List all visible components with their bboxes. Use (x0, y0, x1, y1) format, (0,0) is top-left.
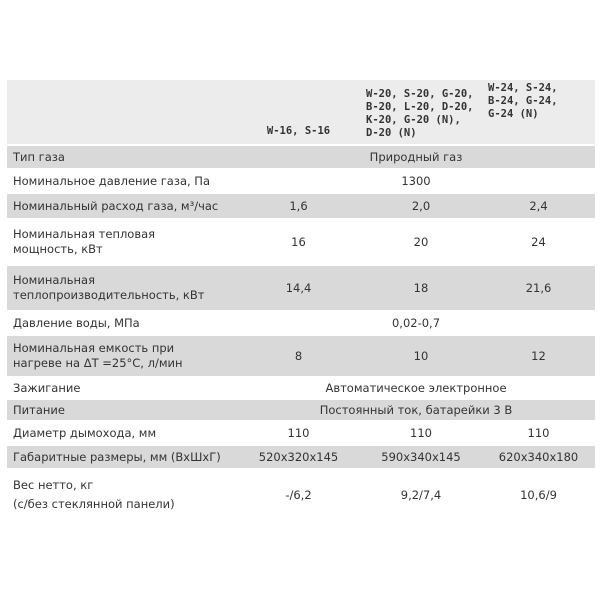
header-model-group-3-line: W-24, S-24, (488, 82, 558, 94)
row-value-3: 2,4 (529, 199, 548, 213)
row-value-span: Автоматическое электронное (325, 381, 507, 395)
row-label: Тип газа (13, 149, 65, 164)
row-label: Зажигание (13, 380, 81, 395)
row-value-1: 14,4 (285, 281, 312, 295)
row-label (7, 227, 237, 257)
row-value-1: 16 (291, 235, 306, 249)
row-value-1: 110 (287, 426, 310, 440)
row-value-2: 110 (410, 426, 432, 440)
row-label: Диаметр дымохода, мм (13, 425, 157, 440)
table-row (7, 378, 595, 398)
table-row (7, 336, 595, 376)
table-row (7, 422, 595, 444)
row-label: Габаритные размеры, мм (ВхШхГ) (13, 449, 221, 464)
row-value-3: 620x340x180 (498, 450, 579, 464)
row-value-3: 24 (531, 235, 546, 249)
row-label (7, 476, 237, 514)
row-label (7, 341, 237, 371)
header-model-group-1: W-16, S-16 (266, 125, 331, 137)
table-row (7, 312, 595, 334)
row-label: Номинальный расход газа, м³/час (13, 198, 219, 213)
table-row (7, 146, 595, 168)
header-model-group-2 (360, 88, 482, 144)
row-value-3: 12 (531, 349, 546, 363)
row-label (7, 273, 237, 303)
row-value-1: 520x320x145 (258, 450, 339, 464)
row-value-1: -/6,2 (285, 488, 312, 502)
row-label-line: Номинальная (13, 273, 96, 287)
row-value-span: Природный газ (369, 150, 463, 164)
row-label-line: (с/без стеклянной панели) (13, 497, 175, 511)
table-row (7, 194, 595, 218)
table-row (7, 266, 595, 310)
row-value-3: 110 (527, 426, 550, 440)
table-row (7, 170, 595, 192)
table-row (7, 400, 595, 420)
row-value-2: 590x340x145 (381, 450, 461, 464)
row-label-line: Номинальная тепловая (13, 227, 156, 241)
row-value-2: 9,2/7,4 (400, 488, 442, 502)
row-value-2: 20 (413, 235, 429, 249)
row-value-1: 8 (294, 349, 303, 363)
table-row (7, 220, 595, 264)
row-label-line: нагреве на ΔT =25°C, л/мин (13, 356, 183, 370)
row-value-span: 1300 (401, 174, 431, 188)
header-model-group-3 (482, 80, 595, 121)
row-value-2: 18 (413, 281, 429, 295)
row-label: Питание (13, 402, 65, 417)
header-model-group-3-line: B-24, G-24, (488, 95, 558, 107)
row-label-line: Номинальная емкость при (13, 341, 175, 355)
row-value-span: Постоянный ток, батарейки 3 В (319, 403, 513, 417)
row-value-2: 10 (413, 349, 429, 363)
table-row (7, 446, 595, 468)
row-value-3: 21,6 (525, 281, 552, 295)
header-model-group-2-line: B-20, L-20, D-20, (366, 101, 474, 113)
row-label-line: теплопроизводительность, кВт (13, 288, 205, 302)
row-value-1: 1,6 (289, 199, 308, 213)
table-header (7, 80, 595, 144)
row-label: Номинальное давление газа, Па (13, 173, 210, 188)
row-label: Давление воды, МПа (13, 315, 140, 330)
row-label-line: мощность, кВт (13, 242, 103, 256)
row-label-line: Вес нетто, кг (13, 478, 94, 492)
header-model-group-2-line: W-20, S-20, G-20, (366, 88, 474, 100)
header-model-group-3-line: G-24 (N) (488, 108, 539, 120)
row-value-3: 10,6/9 (520, 488, 557, 502)
row-value-2: 2,0 (411, 199, 431, 213)
header-model-group-2-line: D-20 (N) (366, 127, 417, 139)
row-value-span: 0,02-0,7 (391, 316, 441, 330)
header-model-group-2-line: K-20, G-20 (N), (366, 114, 461, 126)
table-row (7, 470, 595, 520)
